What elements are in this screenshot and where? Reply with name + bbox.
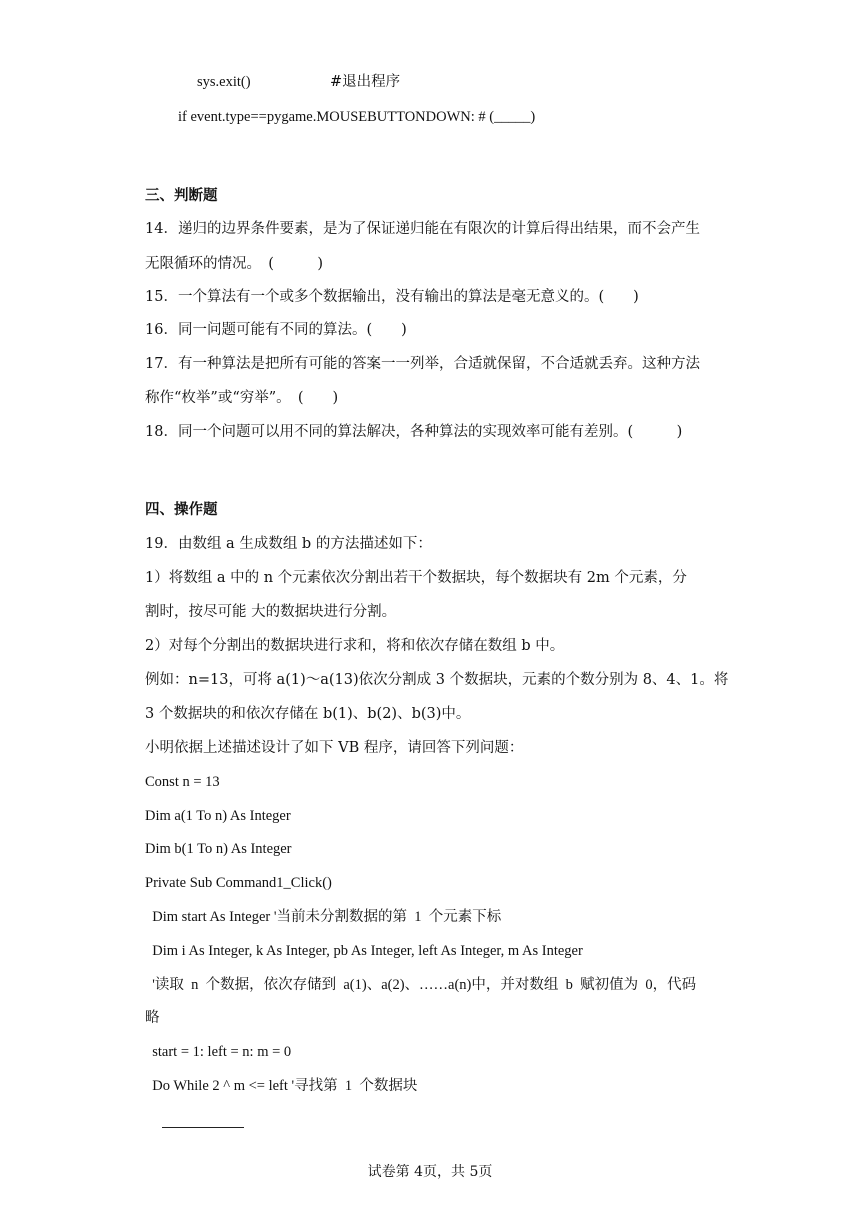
section4-heading: 四、操作题	[145, 501, 218, 518]
q15: 15．一个算法有一个或多个数据输出，没有输出的算法是毫无意义的。( )	[145, 289, 639, 305]
code-line: Dim start As Integer '当前未分割数据的第 1 个元素下标	[145, 909, 502, 925]
q19-step1-line1: 1）将数组 a 中的 n 个元素依次分割出若干个数据块，每个数据块有 2m 个元素，分	[145, 570, 687, 586]
code-line: Dim b(1 To n) As Integer	[145, 841, 292, 857]
q14-line1: 14．递归的边界条件要素，是为了保证递归能在有限次的计算后得出结果，而不会产生	[145, 221, 700, 237]
code-mousebuttondown: if event.type==pygame.MOUSEBUTTONDOWN: # (_____)	[178, 109, 536, 125]
code-line: Private Sub Command1_Click()	[145, 875, 332, 891]
code-line: 略	[145, 1010, 160, 1026]
code-line: Dim i As Integer, k As Integer, pb As Integer, left As Integer, m As Integer	[145, 943, 583, 959]
code-sys-exit: sys.exit()	[197, 74, 251, 90]
q19-example-line2: 3 个数据块的和依次存储在 b(1)、b(2)、b(3)中。	[145, 706, 471, 722]
q14-line2: 无限循环的情况。 ( )	[145, 256, 324, 272]
q17-line2: 称作“枚举”或“穷举”。 ( )	[145, 390, 339, 406]
code-line: start = 1: left = n: m = 0	[145, 1044, 292, 1060]
q19-prompt: 小明依据上述描述设计了如下 VB 程序，请回答下列问题：	[145, 740, 524, 756]
answer-blank	[162, 1127, 244, 1128]
q19-step1-line2: 割时，按尽可能 大的数据块进行分割。	[145, 604, 397, 620]
code-comment-exit: #退出程序	[330, 74, 401, 90]
q19-example-line1: 例如：n=13，可将 a(1)～a(13)依次分割成 3 个数据块，元素的个数分别为 8、4、1。将	[145, 672, 729, 688]
q16: 16．同一问题可能有不同的算法。( )	[145, 322, 407, 338]
page-footer: 试卷第 4页，共 5页	[367, 1164, 493, 1180]
q17-line1: 17．有一种算法是把所有可能的答案一一列举，合适就保留，不合适就丢弃。这种方法	[145, 356, 700, 372]
q19-intro: 19．由数组 a 生成数组 b 的方法描述如下：	[145, 536, 432, 552]
q19-step2: 2）对每个分割出的数据块进行求和，将和依次存储在数组 b 中。	[145, 638, 565, 654]
code-line: Dim a(1 To n) As Integer	[145, 808, 291, 824]
code-line: '读取 n 个数据，依次存储到 a(1)、a(2)、……a(n)中，并对数组 b 赋初值为 0，代码	[145, 977, 697, 993]
code-line: Const n = 13	[145, 774, 220, 790]
section3-heading: 三、判断题	[145, 187, 218, 204]
q18: 18．同一个问题可以用不同的算法解决，各种算法的实现效率可能有差别。( )	[145, 424, 683, 440]
code-line: Do While 2 ^ m <= left '寻找第 1 个数据块	[145, 1078, 418, 1094]
